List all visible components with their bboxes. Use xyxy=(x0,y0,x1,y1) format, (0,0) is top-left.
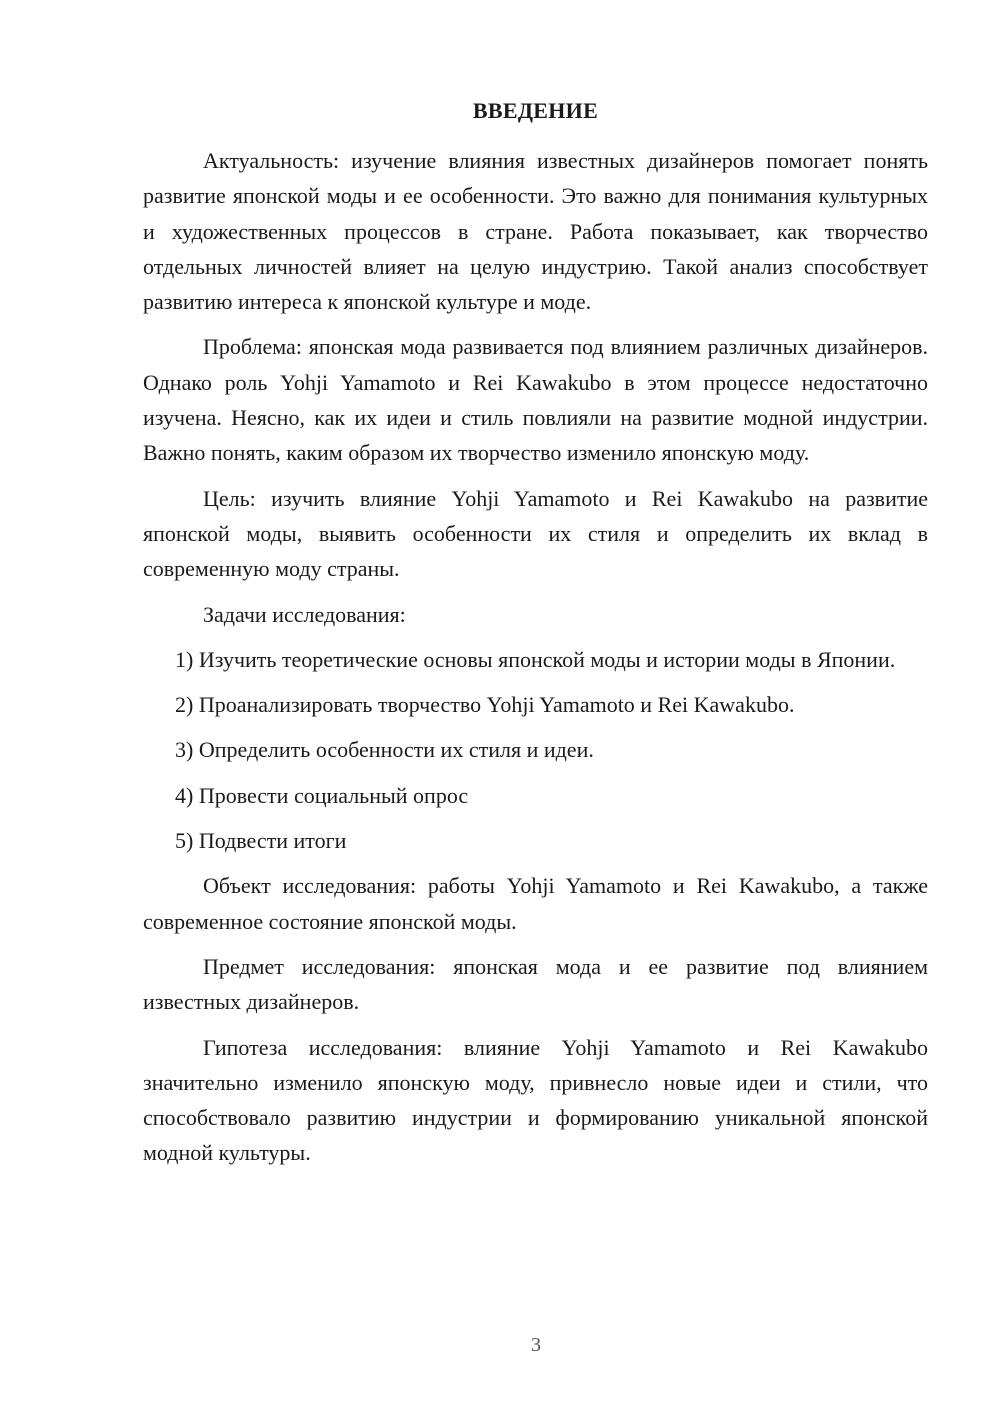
paragraph-goal: Цель: изучить влияние Yohji Yamamoto и Rei Kawakubo на развитие японской моды, выявить особенности их стиля и определить их вклад в современную моду страны. xyxy=(143,485,928,582)
list-item-task-2: 2) Проанализировать творчество Yohji Yamamoto и Rei Kawakubo. xyxy=(175,692,795,718)
list-item-task-3: 3) Определить особенности их стиля и идеи. xyxy=(175,737,594,763)
list-item-task-5: 5) Подвести итоги xyxy=(175,828,347,854)
paragraph-tasks-heading: Задачи исследования: xyxy=(203,601,406,627)
list-item-task-1: 1) Изучить теоретические основы японской моды и истории моды в Японии. xyxy=(175,646,896,672)
list-item-task-4: 4) Провести социальный опрос xyxy=(175,782,469,808)
paragraph-subject: Предмет исследования: японская мода и ее развитие под влиянием известных дизайнеров. xyxy=(143,953,928,1015)
paragraph-relevance: Актуальность: изучение влияния известных дизайнеров помогает понять развитие японской моды и ее особенности. Это важно для понимания культурных и художественных процессов в стране. Работа показывает, как творчество отдельных личностей влияет на целую индустрию. Такой анализ способствует развитию интереса к японской культуре и моде. xyxy=(143,148,928,315)
paragraph-object: Объект исследования: работы Yohji Yamamoto и Rei Kawakubo, а также современное состояние японской моды. xyxy=(143,873,928,934)
paragraph-problem: Проблема: японская мода развивается под влиянием различных дизайнеров. Однако роль Yohji Yamamoto и Rei Kawakubo в этом процессе недостаточно изучена. Неясно, как их идеи и стиль повлияли на развитие модной индустрии. Важно понять, каким образом их творчество изменило японскую моду. xyxy=(143,334,928,466)
page-number: 3 xyxy=(531,1334,541,1356)
document-body xyxy=(143,143,928,1181)
page-title: ВВЕДЕНИЕ xyxy=(472,98,599,123)
paragraph-hypothesis: Гипотеза исследования: влияние Yohji Yamamoto и Rei Kawakubo значительно изменило японскую моду, привнесло новые идеи и стили, что способствовало развитию индустрии и формированию уникальной японской модной культуры. xyxy=(143,1034,928,1166)
